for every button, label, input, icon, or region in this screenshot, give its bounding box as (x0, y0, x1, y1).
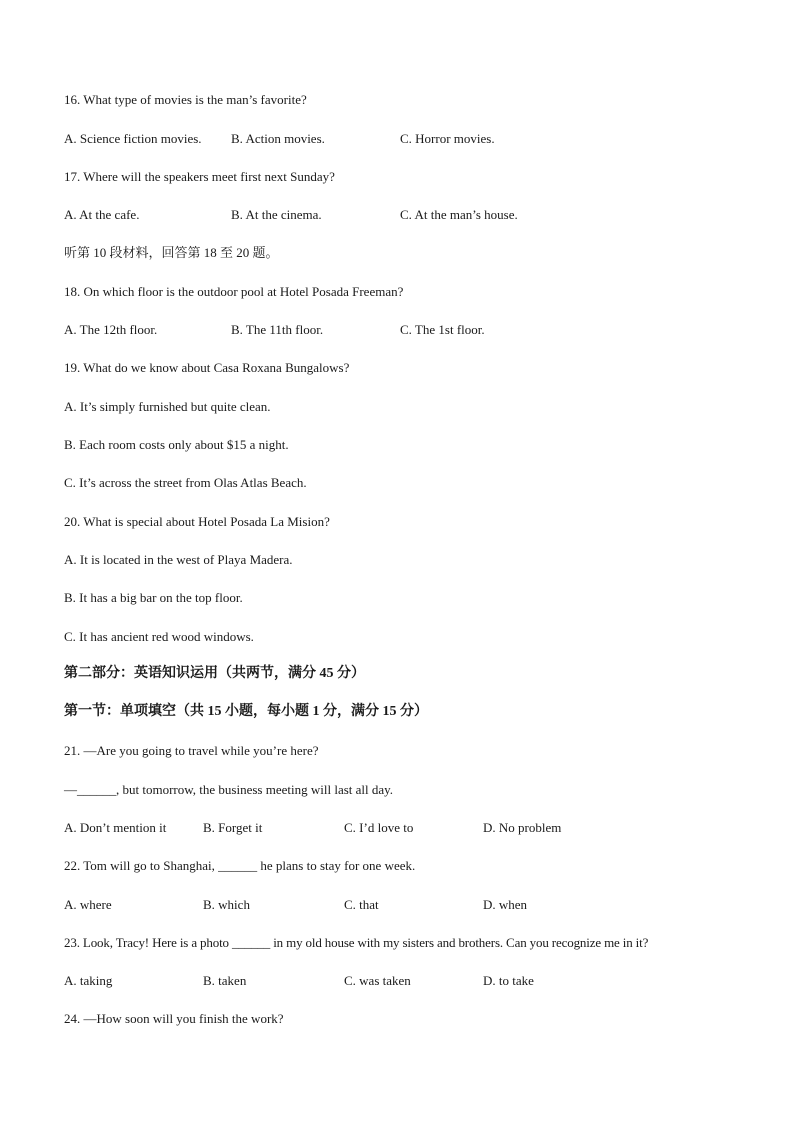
q20-option-c: C. It has ancient red wood windows. (64, 629, 254, 644)
q19-option-c: C. It’s across the street from Olas Atlas Beach. (64, 475, 307, 490)
q18-option-b: B. The 11th floor. (231, 322, 324, 337)
q21-option-c: C. I’d love to (344, 820, 414, 835)
question-16: 16. What type of movies is the man’s favorite? (64, 92, 307, 107)
question-23: 23. Look, Tracy! Here is a photo ______ in my old house with my sisters and brothers. Can you recognize me in it? (64, 935, 649, 950)
q22-option-d: D. when (483, 897, 528, 912)
q19-option-b: B. Each room costs only about $15 a night. (64, 437, 289, 452)
q17-option-a: A. At the cafe. (64, 207, 140, 222)
q17-option-c: C. At the man’s house. (400, 207, 518, 222)
q16-option-b: B. Action movies. (231, 131, 325, 146)
question-19: 19. What do we know about Casa Roxana Bungalows? (64, 360, 350, 375)
question-24: 24. —How soon will you finish the work? (64, 1011, 284, 1026)
q20-option-a: A. It is located in the west of Playa Madera. (64, 552, 293, 567)
question-21-response: —______, but tomorrow, the business meeting will last all day. (64, 782, 394, 797)
q19-option-a: A. It’s simply furnished but quite clean. (64, 399, 271, 414)
question-22: 22. Tom will go to Shanghai, ______ he plans to stay for one week. (64, 858, 416, 873)
question-20: 20. What is special about Hotel Posada La Mision? (64, 514, 330, 529)
q16-option-a: A. Science fiction movies. (64, 131, 202, 146)
q23-option-b: B. taken (203, 973, 247, 988)
q23-option-c: C. was taken (344, 973, 411, 988)
q17-option-b: B. At the cinema. (231, 207, 322, 222)
question-21: 21. —Are you going to travel while you’re here? (64, 743, 319, 758)
q16-option-c: C. Horror movies. (400, 131, 495, 146)
q23-option-a: A. taking (64, 973, 113, 988)
question-18: 18. On which floor is the outdoor pool at Hotel Posada Freeman? (64, 284, 404, 299)
q18-option-c: C. The 1st floor. (400, 322, 485, 337)
question-17: 17. Where will the speakers meet first next Sunday? (64, 169, 335, 184)
part-two-heading: 第二部分：英语知识运用（共两节，满分 45 分） (64, 666, 365, 681)
q21-option-b: B. Forget it (203, 820, 263, 835)
q23-option-d: D. to take (483, 973, 534, 988)
q22-option-a: A. where (64, 897, 112, 912)
listening-instruction: 听第 10 段材料，回答第 18 至 20 题。 (64, 245, 279, 260)
q22-option-b: B. which (203, 897, 250, 912)
section-one-heading: 第一节：单项填空（共 15 小题，每小题 1 分，满分 15 分） (64, 704, 428, 719)
q22-option-c: C. that (344, 897, 379, 912)
q21-option-a: A. Don’t mention it (64, 820, 167, 835)
q18-option-a: A. The 12th floor. (64, 322, 158, 337)
q21-option-d: D. No problem (483, 820, 562, 835)
q20-option-b: B. It has a big bar on the top floor. (64, 590, 243, 605)
